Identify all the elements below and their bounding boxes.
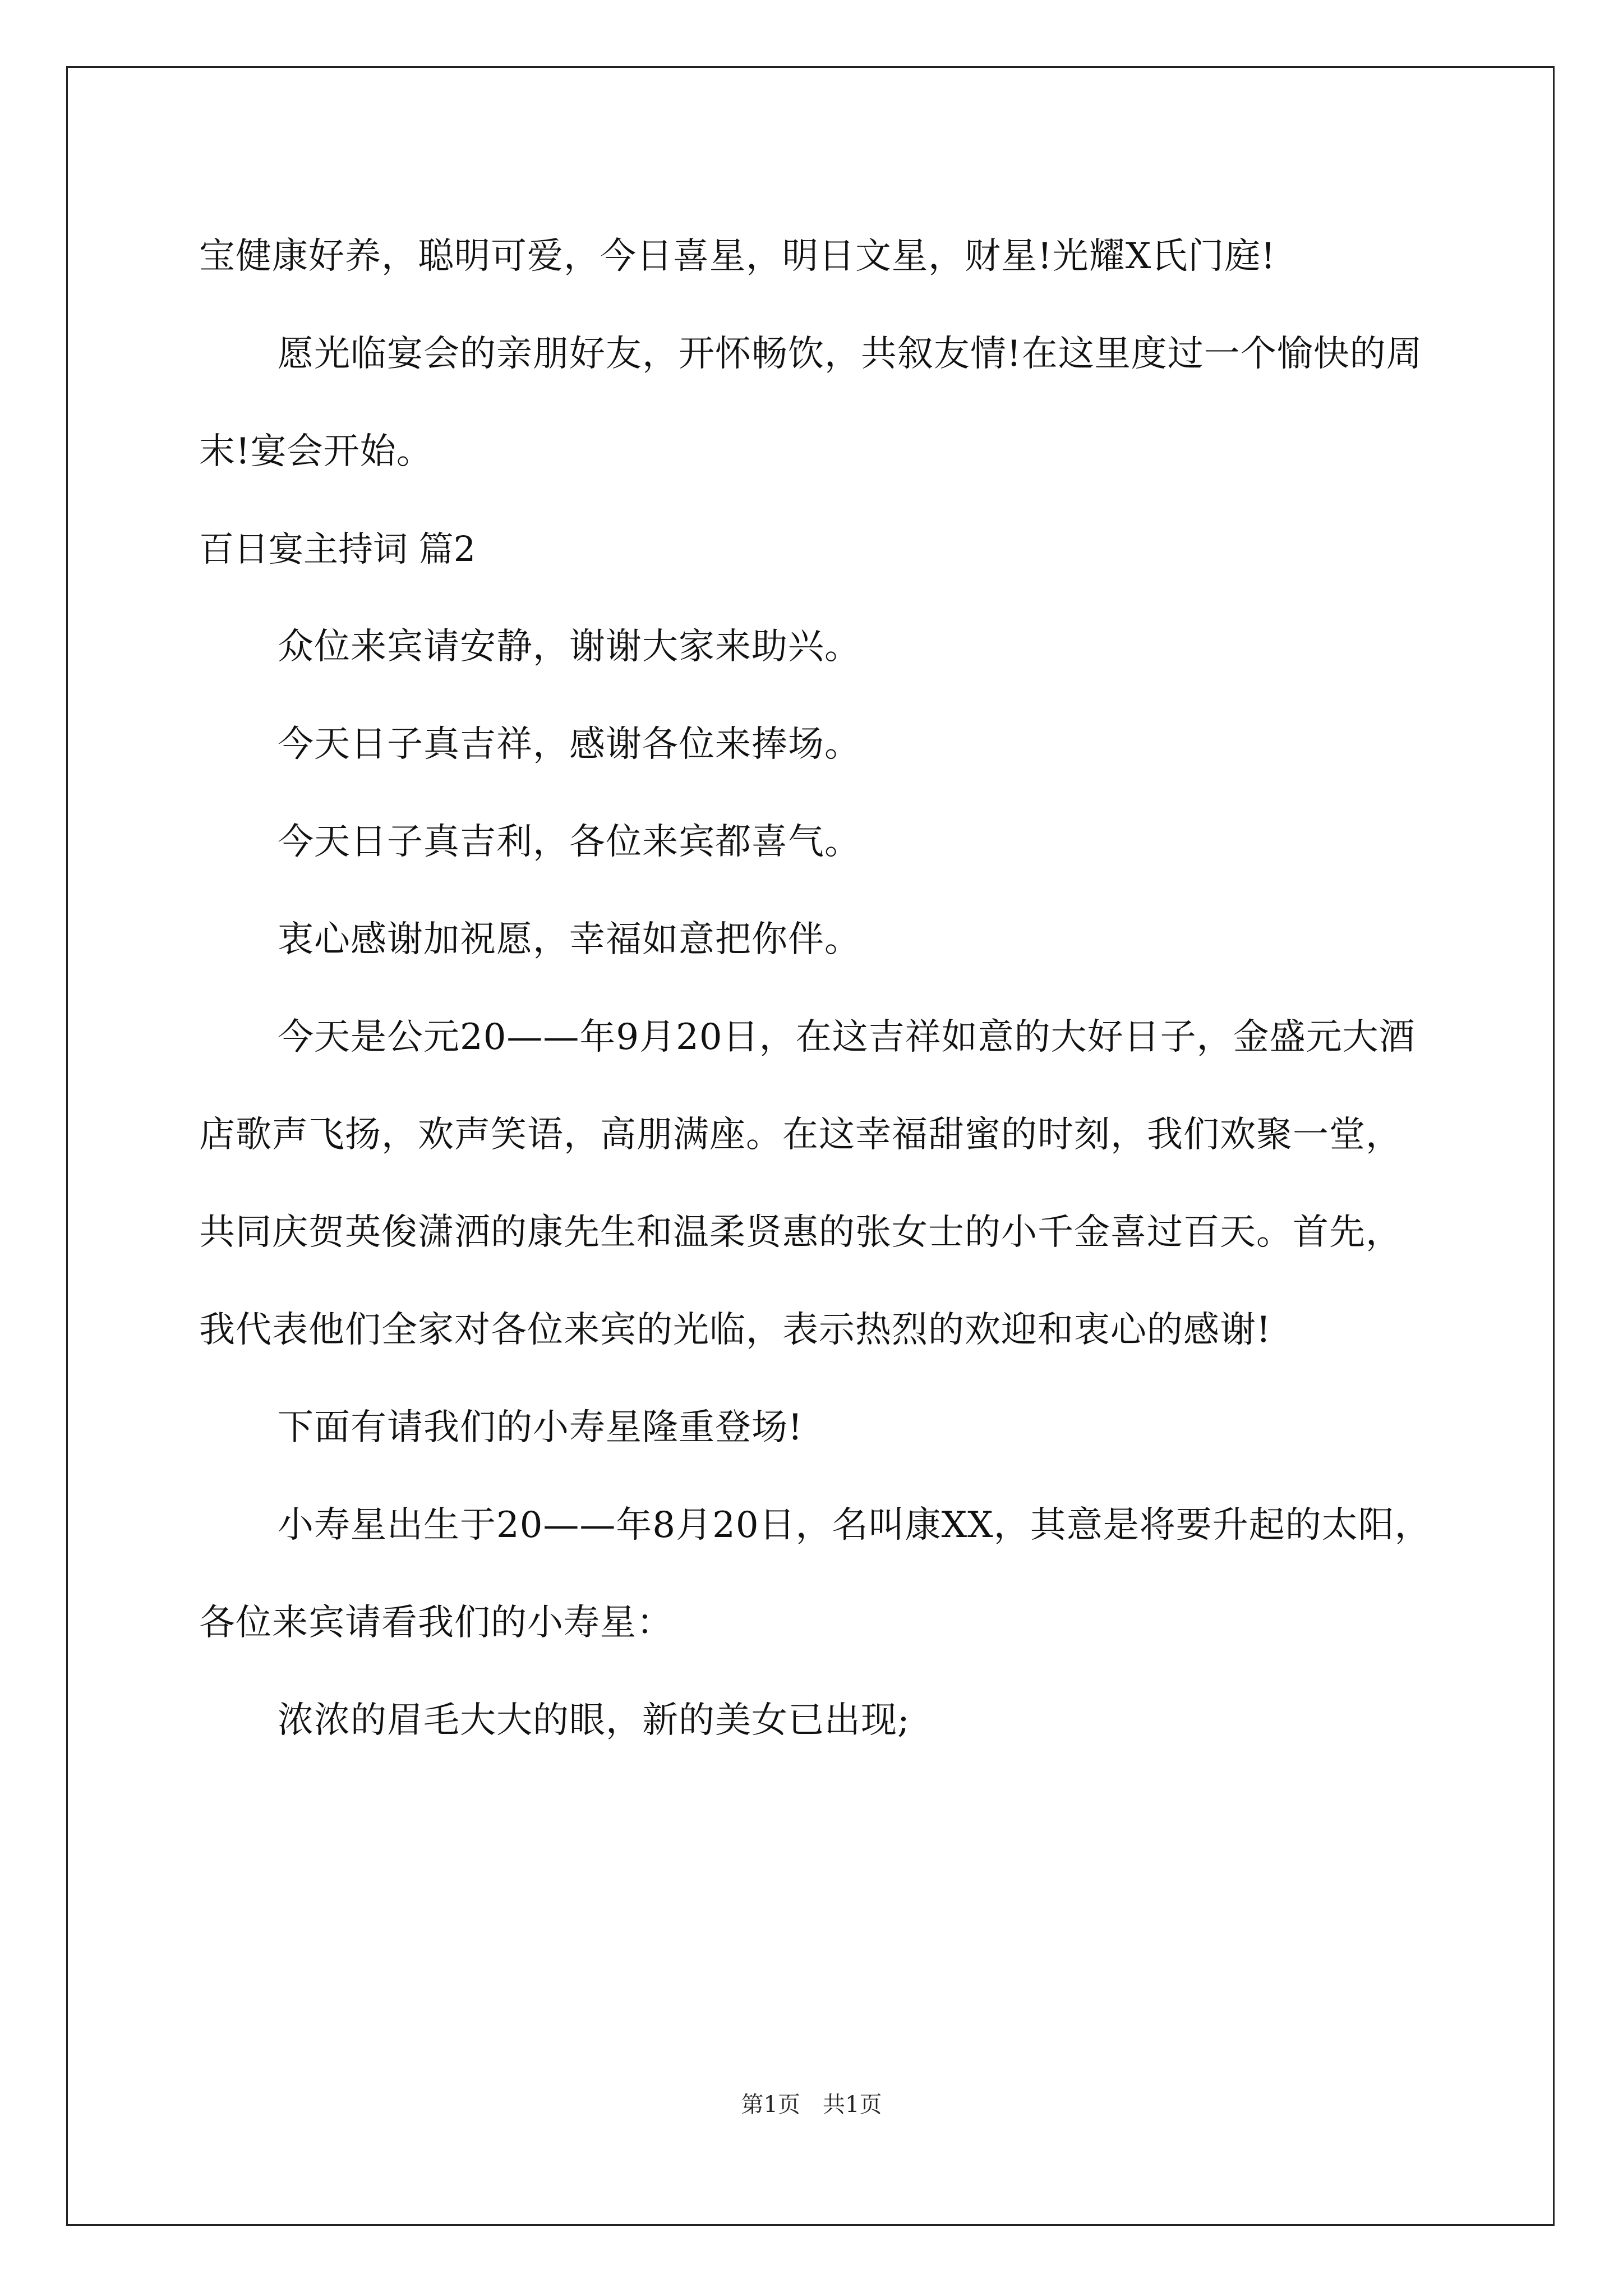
paragraph: 今天是公元20——年9月20日，在这吉祥如意的大好日子，金盛元大酒店歌声飞扬，欢声笑语，高朋满座。在这幸福甜蜜的时刻，我们欢聚一堂，共同庆贺英俊潇洒的康先生和温柔贤惠的张女士的小千金喜过百天。首先，我代表他们全家对各位来宾的光临，表示热烈的欢迎和衷心的感谢! [199,1016,1415,1351]
paragraph: 宝健康好养，聪明可爱，今日喜星，明日文星，财星!光耀X氏门庭! [199,236,1276,277]
document-body [199,208,1433,1769]
paragraph: 浓浓的眉毛大大的眼，新的美女已出现; [278,1700,910,1741]
paragraph: 下面有请我们的小寿星隆重登场! [278,1407,803,1448]
paragraph: 今天日子真吉利，各位来宾都喜气。 [278,821,861,863]
paragraph: 今天日子真吉祥，感谢各位来捧场。 [278,724,861,765]
paragraph: 愿光临宴会的亲朋好友，开怀畅饮，共叙友情!在这里度过一个愉快的周末!宴会开始。 [199,333,1423,472]
page-number: 第1页 [741,2092,800,2118]
section-heading: 百日宴主持词 篇2 [199,528,476,569]
paragraph: 众位来宾请安静，谢谢大家来助兴。 [278,626,861,668]
page-total: 共1页 [823,2092,882,2118]
paragraph: 小寿星出生于20——年8月20日，名叫康XX，其意是将要升起的太阳，各位来宾请看我们的小寿星： [199,1504,1431,1644]
paragraph: 衷心感谢加祝愿，幸福如意把你伴。 [278,919,861,960]
page-footer [0,2087,1623,2119]
